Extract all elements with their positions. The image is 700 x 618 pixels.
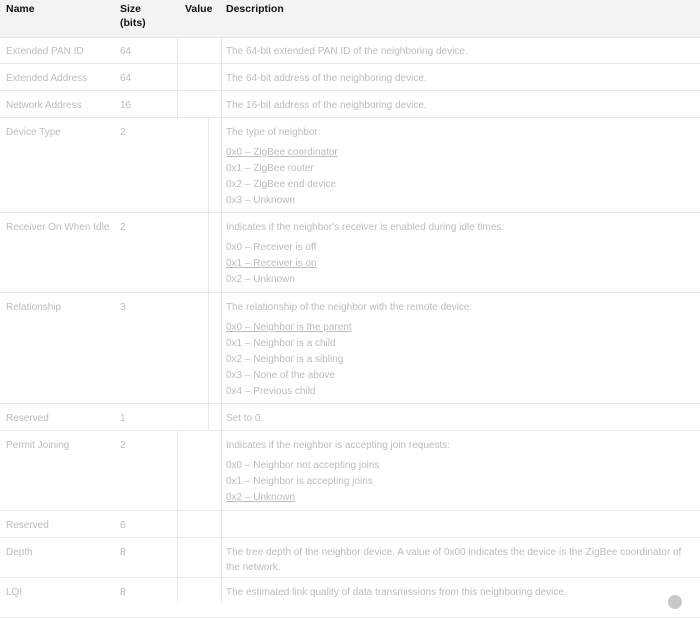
field-description — [226, 300, 694, 400]
table-row — [0, 118, 700, 213]
field-name: Extended PAN ID — [6, 46, 84, 57]
field-description — [226, 438, 694, 506]
description-text: Indicates if the neighbor's receiver is enabled during idle times: — [226, 222, 505, 233]
column-header-name: Name — [6, 3, 35, 15]
field-description — [226, 44, 694, 59]
field-name: Network Address — [6, 100, 82, 111]
column-header-description: Description — [226, 3, 284, 15]
description-text: Indicates if the neighbor is accepting join requests: — [226, 440, 451, 451]
field-size: 16 — [120, 100, 132, 111]
description-text: The type of neighbor: — [226, 127, 321, 138]
option-value: 0x0 – Receiver is off — [226, 242, 317, 253]
column-header-value: Value — [185, 3, 213, 15]
table-row — [0, 578, 700, 618]
option-value: 0x0 – Neighbor not accepting joins — [226, 460, 380, 471]
table-row — [0, 511, 700, 538]
table-row — [0, 538, 700, 578]
option-value: 0x3 – None of the above — [226, 370, 335, 381]
field-size: 6 — [120, 520, 126, 531]
option-value[interactable]: 0x0 – Neighbor is the parent — [226, 322, 352, 333]
column-divider — [177, 431, 178, 603]
scroll-indicator[interactable] — [668, 595, 682, 609]
field-size: 8 — [120, 547, 126, 558]
field-description — [226, 125, 694, 209]
field-name: Permit Joining — [6, 440, 70, 451]
option-value: 0x1 – ZigBee router — [226, 163, 314, 174]
field-name: Reserved — [6, 520, 49, 531]
column-divider — [177, 37, 178, 119]
field-size: 64 — [120, 46, 132, 57]
table-row — [0, 431, 700, 511]
table-row — [0, 91, 700, 118]
field-size: 2 — [120, 440, 126, 451]
description-text: The relationship of the neighbor with the remote device: — [226, 302, 473, 313]
field-size: 8 — [120, 587, 126, 598]
field-name: Extended Address — [6, 73, 88, 84]
table-row — [0, 37, 700, 64]
field-size: 2 — [120, 222, 126, 233]
field-size: 3 — [120, 302, 126, 313]
table-row — [0, 213, 700, 293]
description-text: The 64-bit extended PAN ID of the neighboring device. — [226, 46, 468, 57]
table-header — [0, 0, 700, 38]
option-value: 0x2 – Neighbor is a sibling — [226, 354, 344, 365]
field-name: Device Type — [6, 127, 61, 138]
option-value: 0x2 – Unknown — [226, 274, 295, 285]
option-value[interactable]: 0x1 – Receiver is on — [226, 258, 317, 269]
field-description — [226, 98, 694, 113]
field-name: Relationship — [6, 302, 62, 313]
field-description — [226, 545, 694, 575]
field-size: 1 — [120, 413, 126, 424]
field-description — [226, 585, 694, 600]
field-name: Receiver On When Idle — [6, 222, 110, 233]
option-value: 0x1 – Neighbor is accepting joins — [226, 476, 373, 487]
option-value: 0x2 – ZigBee end device — [226, 179, 337, 190]
field-name: Reserved — [6, 413, 49, 424]
option-value: 0x4 – Previous child — [226, 386, 316, 397]
table-row — [0, 404, 700, 431]
description-text: The 64-bit address of the neighboring device. — [226, 73, 427, 84]
description-text: The estimated link quality of data transmissions from this neighboring device. — [226, 587, 567, 598]
description-text: The tree depth of the neighbor device. A value of 0x00 indicates the device is the ZigBee coordinator of the network. — [226, 547, 682, 573]
field-description — [226, 220, 694, 288]
field-description — [226, 411, 694, 426]
option-value: 0x1 – Neighbor is a child — [226, 338, 336, 349]
field-name: LQI — [6, 587, 23, 598]
option-value[interactable]: 0x2 – Unknown — [226, 492, 295, 503]
column-divider — [221, 37, 222, 603]
description-text: Set to 0. — [226, 413, 264, 424]
field-size: 2 — [120, 127, 126, 138]
field-description — [226, 71, 694, 86]
field-size: 64 — [120, 73, 132, 84]
option-value: 0x3 – Unknown — [226, 195, 295, 206]
table-row — [0, 293, 700, 404]
table-row — [0, 64, 700, 91]
option-value[interactable]: 0x0 – ZigBee coordinator — [226, 147, 338, 158]
description-text: The 16-bit address of the neighboring device. — [226, 100, 427, 111]
column-divider — [208, 118, 209, 431]
column-header-size: Size (bits) — [120, 3, 146, 29]
field-name: Depth — [6, 547, 33, 558]
